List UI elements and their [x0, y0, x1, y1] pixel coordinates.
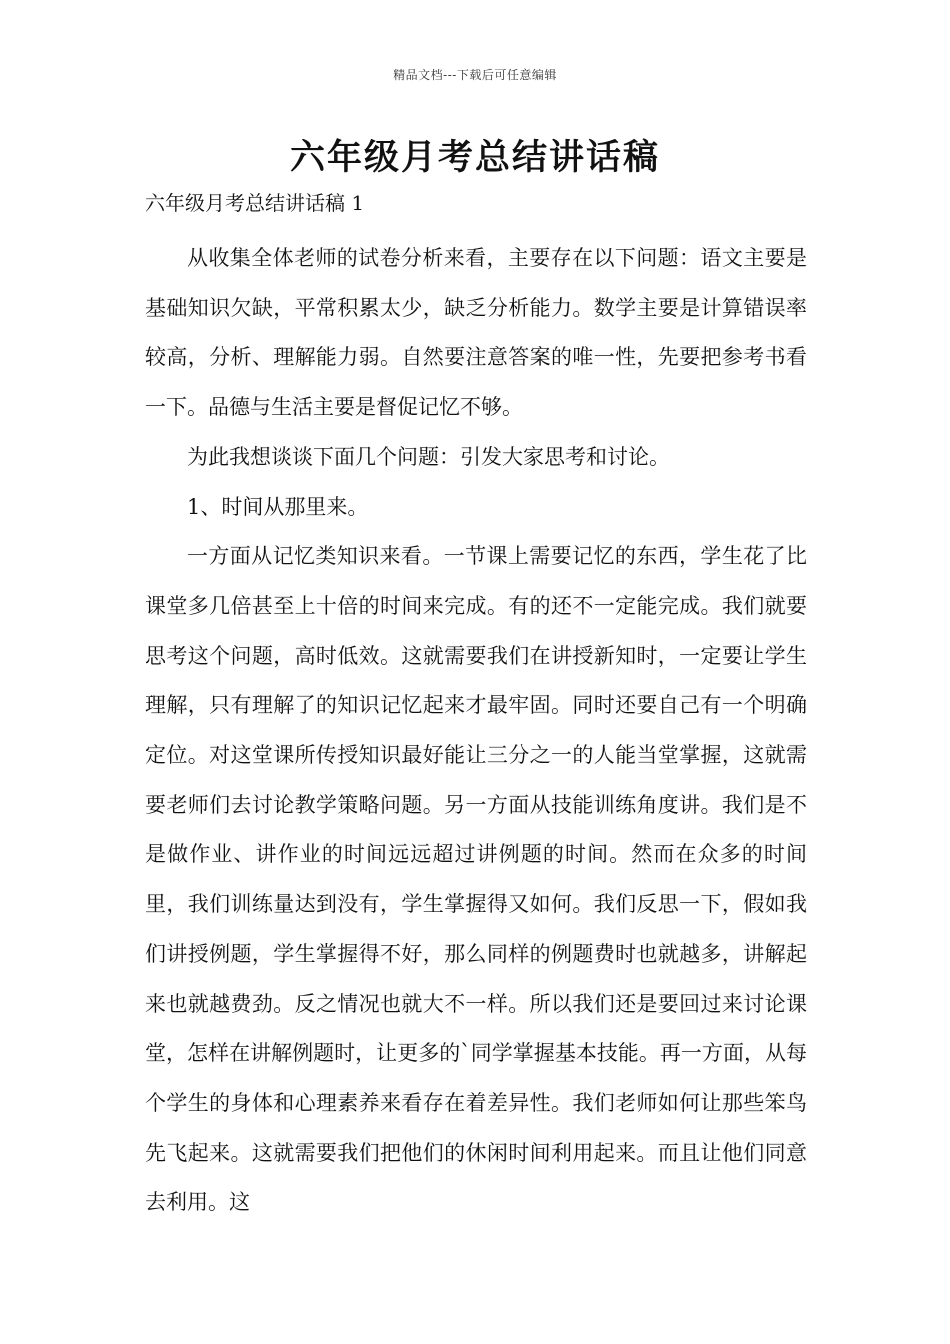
paragraph: 一方面从记忆类知识来看。一节课上需要记忆的东西，学生花了比课堂多几倍甚至上十倍的时间来完成。有的还不一定能完成。我们就要思考这个问题，高时低效。这就需要我们在讲授新知时，一定要让学生理解，只有理解了的知识记忆起来才最牢固。同时还要自己有一个明确定位。对这堂课所传授知识最好能让三分之一的人能当堂掌握，这就需要老师们去讨论教学策略问题。另一方面从技能训练角度讲。我们是不是做作业、讲作业的时间远远超过讲例题的时间。然而在众多的时间里，我们训练量达到没有，学生掌握得又如何。我们反思一下，假如我们讲授例题，学生掌握得不好，那么同样的例题费时也就越多，讲解起来也就越费劲。反之情况也就大不一样。所以我们还是要回过来讨论课堂，怎样在讲解例题时，让更多的`同学掌握基本技能。再一方面，从每个学生的身体和心理素养来看存在着差异性。我们老师如何让那些笨鸟先飞起来。这就需要我们把他们的休闲时间利用起来。而且让他们同意去利用。这	[145, 544, 807, 1215]
paragraph: 1、时间从那里来。	[187, 494, 369, 519]
document-title: 六年级月考总结讲话稿	[289, 137, 660, 178]
header-note: 精品文档---下载后可任意编辑	[393, 68, 557, 82]
paragraph: 从收集全体老师的试卷分析来看，主要存在以下问题：语文主要是基础知识欠缺，平常积累太少，缺乏分析能力。数学主要是计算错误率较高，分析、理解能力弱。自然要注意答案的唯一性，先要把参考书看一下。品德与生活主要是督促记忆不够。	[145, 246, 807, 420]
document-body	[145, 234, 807, 1228]
paragraph: 为此我想谈谈下面几个问题：引发大家思考和讨论。	[187, 444, 670, 469]
document-subtitle: 六年级月考总结讲话稿 1	[145, 191, 365, 215]
